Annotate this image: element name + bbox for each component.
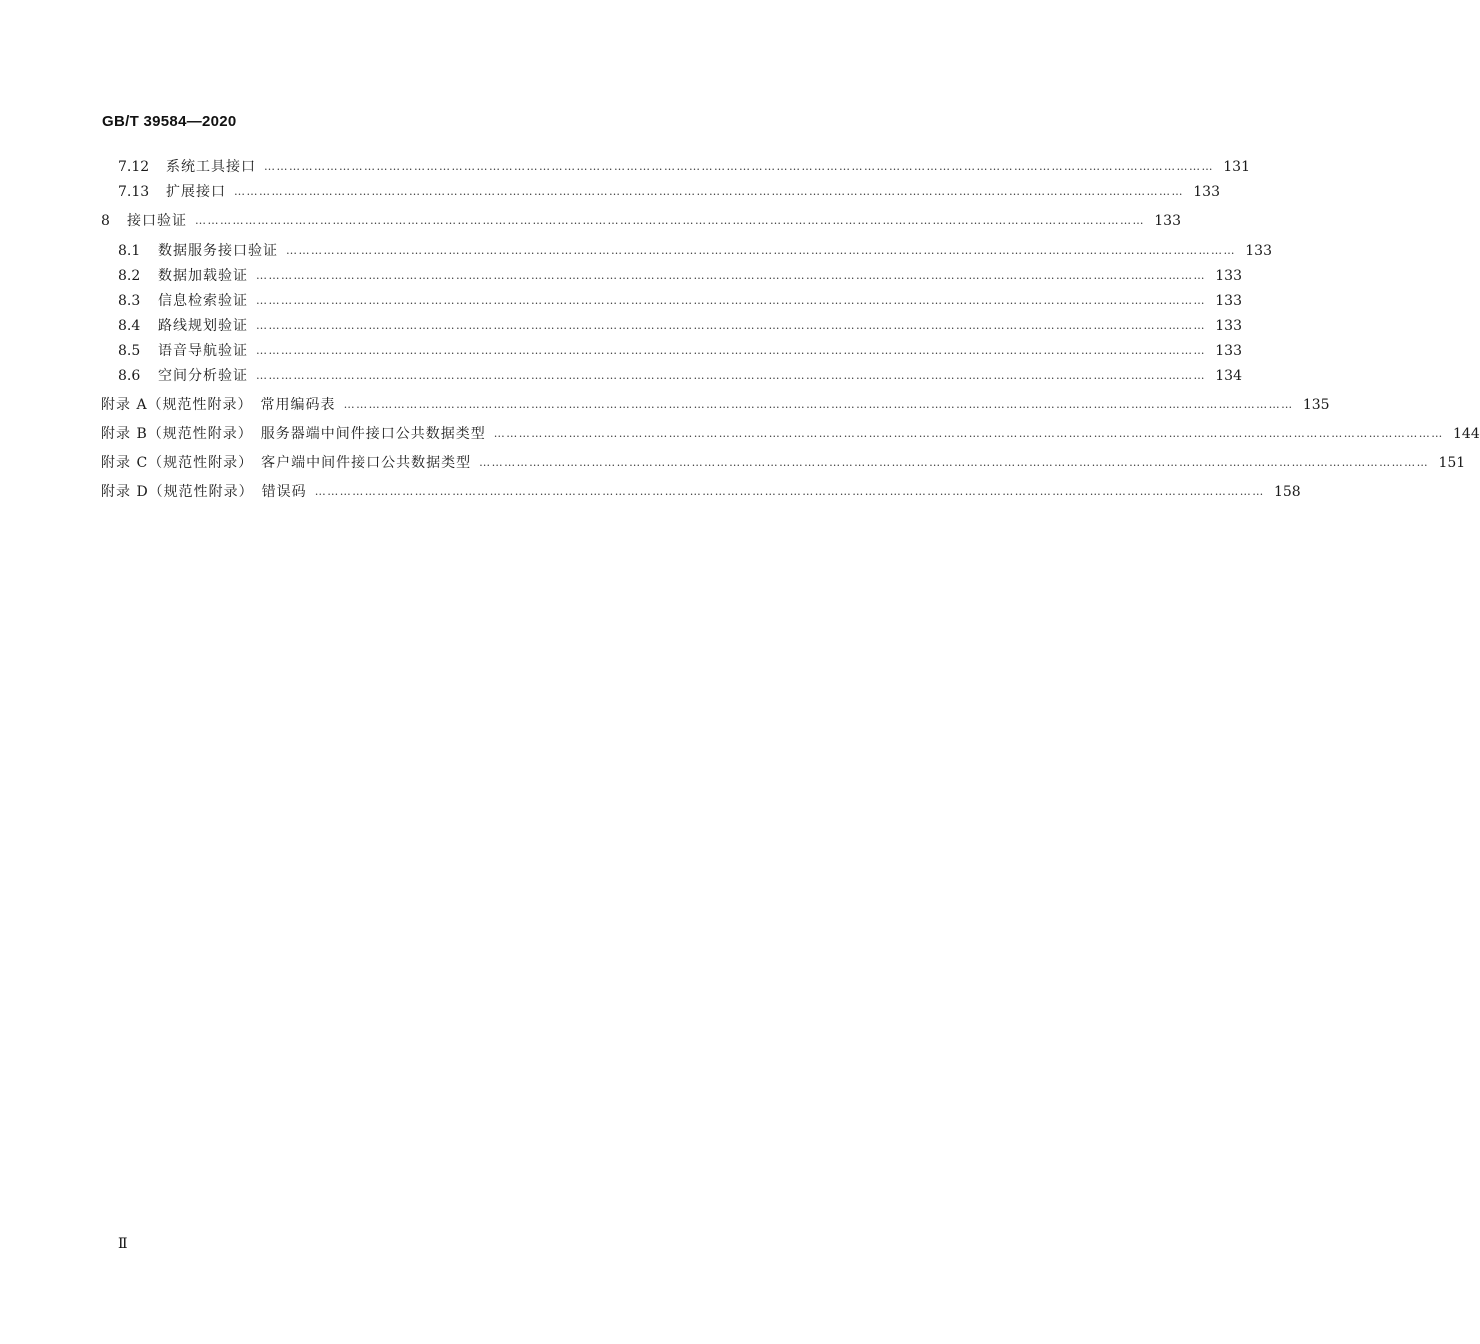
toc-entry-title: 路线规划验证 xyxy=(158,318,248,334)
toc-entry-number: 8 xyxy=(101,213,110,229)
toc-entry-title: 扩展接口 xyxy=(166,184,226,200)
toc-leader-dots: ………………………………………………………………………………………………………………………………………………………………………………………………………… xyxy=(234,185,1184,198)
toc-leader-dots: ………………………………………………………………………………………………………………………………………………………………………………………………………… xyxy=(493,427,1444,440)
toc-leader-dots: ………………………………………………………………………………………………………………………………………………………………………………………………………… xyxy=(479,456,1430,469)
toc-entry-title: 数据加载验证 xyxy=(158,268,248,284)
toc-entry-title: 信息检索验证 xyxy=(158,293,248,309)
toc-leader-dots: ………………………………………………………………………………………………………………………………………………………………………………………………………… xyxy=(256,319,1206,332)
toc-entry-title: 系统工具接口 xyxy=(166,159,256,175)
toc-entry-page: 144 xyxy=(1453,426,1480,442)
toc-leader-dots: ………………………………………………………………………………………………………………………………………………………………………………………………………… xyxy=(195,214,1145,227)
toc-entry-title: 附录 C（规范性附录） 客户端中间件接口公共数据类型 xyxy=(101,455,472,471)
toc-leader-dots: ………………………………………………………………………………………………………………………………………………………………………………………………………… xyxy=(256,294,1206,307)
toc-entry-page: 133 xyxy=(1215,293,1242,309)
toc-entry-page: 135 xyxy=(1302,397,1330,413)
toc-entry-number: 8.4 xyxy=(118,318,141,334)
toc-entry-page: 133 xyxy=(1215,318,1242,334)
toc-entry-page: 158 xyxy=(1273,484,1301,500)
toc-entry-title: 附录 D（规范性附录） 错误码 xyxy=(101,484,307,500)
toc-entry-8-2[interactable] xyxy=(0,265,1242,287)
toc-leader-dots: ………………………………………………………………………………………………………………………………………………………………………………………………………… xyxy=(256,369,1206,382)
toc-entry-title: 附录 A（规范性附录） 常用编码表 xyxy=(101,397,336,413)
toc-entry-page: 133 xyxy=(1215,268,1242,284)
toc-entry-number: 8.5 xyxy=(118,343,141,359)
toc-entry-page: 133 xyxy=(1193,184,1220,200)
toc-entry-number: 8.6 xyxy=(118,368,141,384)
toc-entry-7-12[interactable] xyxy=(0,156,1250,178)
toc-entry-7-13[interactable] xyxy=(0,181,1220,203)
toc-entry-title: 语音导航验证 xyxy=(158,343,248,359)
toc-entry-appendix-c[interactable] xyxy=(0,452,1466,474)
toc-entry-number: 8.1 xyxy=(118,243,141,259)
toc-entry-title: 数据服务接口验证 xyxy=(158,243,278,259)
toc-entry-number: 8.2 xyxy=(118,268,141,284)
toc-entry-8[interactable] xyxy=(0,210,1181,232)
toc-entry-page: 151 xyxy=(1438,455,1466,471)
toc-entry-8-3[interactable] xyxy=(0,290,1242,312)
toc-entry-title: 空间分析验证 xyxy=(158,368,248,384)
toc-entry-appendix-d[interactable] xyxy=(0,481,1301,503)
toc-entry-page: 133 xyxy=(1154,213,1181,229)
toc-entry-8-4[interactable] xyxy=(0,315,1242,337)
toc-entry-number: 7.12 xyxy=(118,159,150,175)
toc-entry-page: 134 xyxy=(1215,368,1242,384)
toc-entry-8-6[interactable] xyxy=(0,365,1242,387)
toc-leader-dots: ………………………………………………………………………………………………………………………………………………………………………………………………………… xyxy=(256,269,1206,282)
toc-entry-page: 133 xyxy=(1215,343,1242,359)
toc-entry-title: 附录 B（规范性附录） 服务器端中间件接口公共数据类型 xyxy=(101,426,486,442)
toc-entry-title: 接口验证 xyxy=(127,213,187,229)
toc-leader-dots: ………………………………………………………………………………………………………………………………………………………………………………………………………… xyxy=(314,485,1265,498)
page-number: Ⅱ xyxy=(118,1236,128,1252)
toc-leader-dots: ………………………………………………………………………………………………………………………………………………………………………………………………………… xyxy=(286,244,1236,257)
standard-code: GB/T 39584—2020 xyxy=(102,113,237,130)
toc-leader-dots: ………………………………………………………………………………………………………………………………………………………………………………………………………… xyxy=(264,160,1214,173)
toc-entry-8-1[interactable] xyxy=(0,240,1272,262)
toc-entry-appendix-b[interactable] xyxy=(0,423,1480,445)
toc-entry-number: 7.13 xyxy=(118,184,150,200)
toc-entry-8-5[interactable] xyxy=(0,340,1242,362)
toc-entry-appendix-a[interactable] xyxy=(0,394,1330,416)
toc-entry-page: 131 xyxy=(1223,159,1250,175)
toc-entry-page: 133 xyxy=(1245,243,1272,259)
toc-entry-number: 8.3 xyxy=(118,293,141,309)
toc-leader-dots: ………………………………………………………………………………………………………………………………………………………………………………………………………… xyxy=(343,398,1294,411)
toc-leader-dots: ………………………………………………………………………………………………………………………………………………………………………………………………………… xyxy=(256,344,1206,357)
